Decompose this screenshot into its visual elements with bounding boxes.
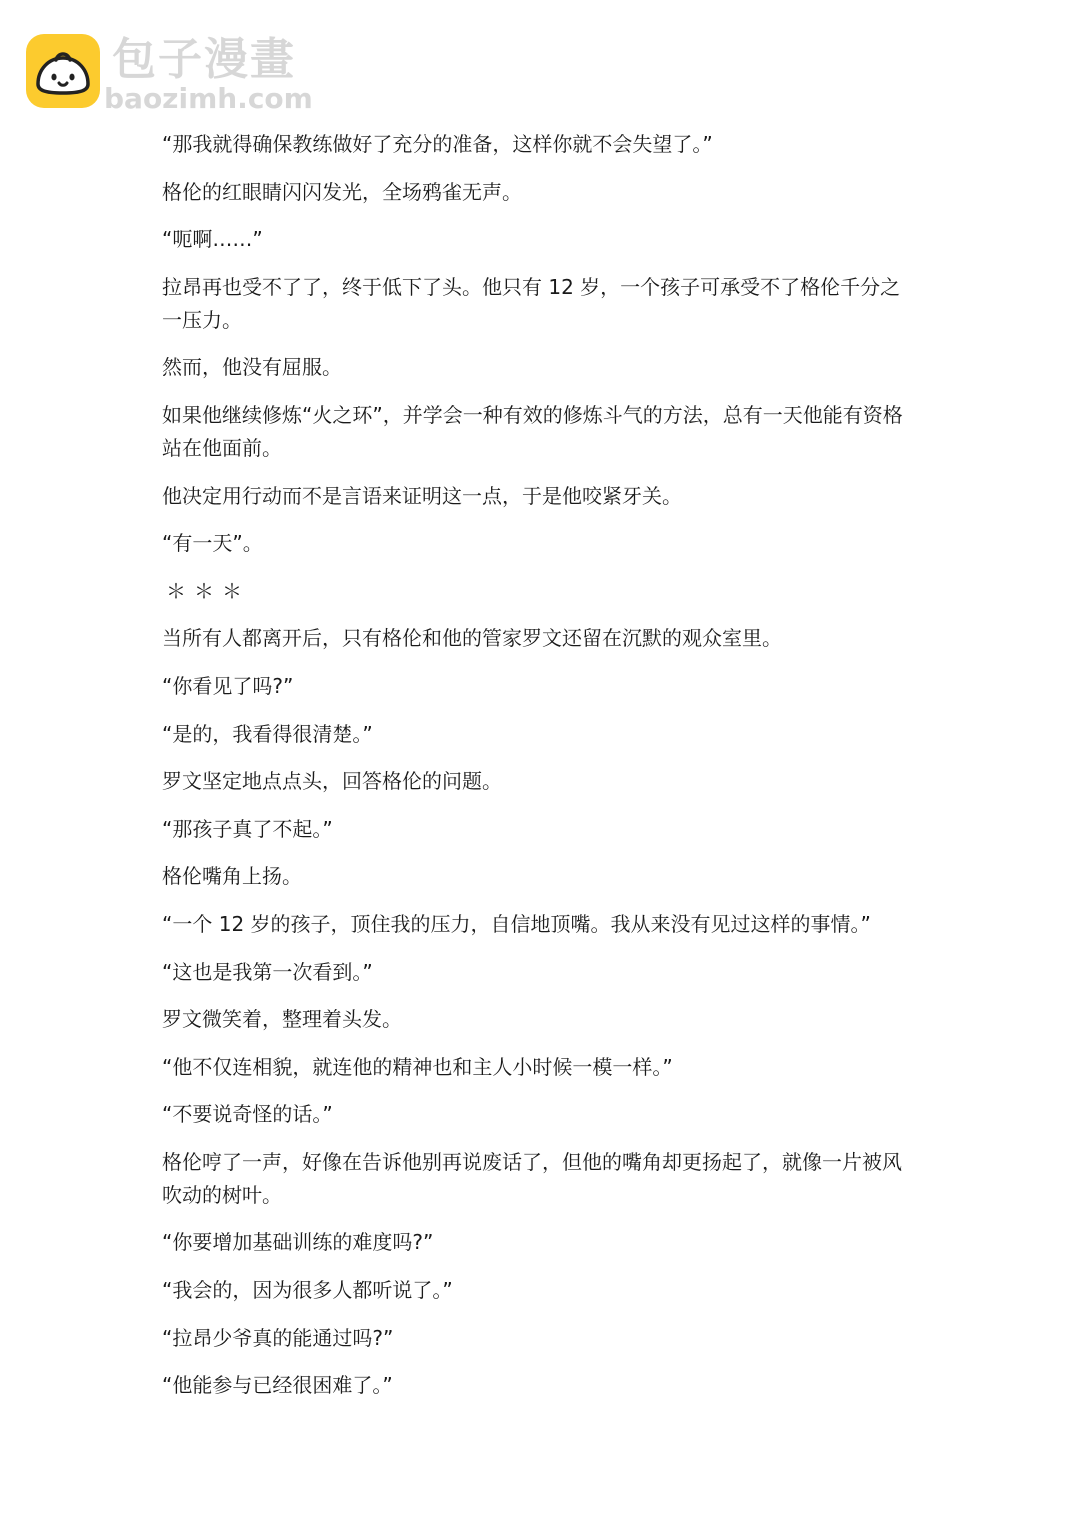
paragraph: 如果他继续修炼“火之环”，并学会一种有效的修炼斗气的方法，总有一天他能有资格站在他面前。 <box>162 402 903 460</box>
watermark-title: 包子漫畫 <box>112 34 296 85</box>
paragraph: 他决定用行动而不是言语来证明这一点，于是他咬紧牙关。 <box>162 483 682 508</box>
paragraph: “他能参与已经很困难了。” <box>162 1373 393 1398</box>
bun-mascot-icon <box>26 34 100 108</box>
paragraph: 格伦哼了一声，好像在告诉他别再说废话了，但他的嘴角却更扬起了，就像一片被风吹动的树叶。 <box>162 1149 902 1207</box>
paragraph: “有一天”。 <box>162 531 263 556</box>
paragraph: “呃啊……” <box>162 227 263 252</box>
paragraph: 格伦的红眼睛闪闪发光，全场鸦雀无声。 <box>162 179 522 204</box>
paragraph: “那孩子真了不起。” <box>162 816 333 841</box>
paragraph: “他不仅连相貌，就连他的精神也和主人小时候一模一样。” <box>162 1054 673 1079</box>
paragraph: “这也是我第一次看到。” <box>162 959 373 984</box>
paragraph: “拉昂少爷真的能通过吗?” <box>162 1325 394 1350</box>
paragraph: “不要说奇怪的话。” <box>162 1102 333 1127</box>
site-watermark <box>26 32 326 116</box>
paragraph: 然而，他没有屈服。 <box>162 355 342 380</box>
watermark-url: baozimh.com <box>104 82 313 115</box>
paragraph: 罗文坚定地点点头，回答格伦的问题。 <box>162 769 502 794</box>
paragraph: “是的，我看得很清楚。” <box>162 721 373 746</box>
chapter-text <box>162 128 914 1417</box>
paragraph: 当所有人都离开后，只有格伦和他的管家罗文还留在沉默的观众室里。 <box>162 626 782 651</box>
paragraph: “我会的，因为很多人都听说了。” <box>162 1278 453 1303</box>
paragraph: “你看见了吗?” <box>162 673 294 698</box>
paragraph: 拉昂再也受不了了，终于低下了头。他只有 12 岁，一个孩子可承受不了格伦千分之一压力。 <box>162 274 901 332</box>
paragraph: “一个 12 岁的孩子，顶住我的压力，自信地顶嘴。我从来没有见过这样的事情。” <box>162 911 871 936</box>
paragraph: “你要增加基础训练的难度吗?” <box>162 1230 434 1255</box>
paragraph: 罗文微笑着，整理着头发。 <box>162 1007 402 1032</box>
scene-separator: ＊＊＊ <box>166 578 250 603</box>
paragraph: 格伦嘴角上扬。 <box>162 864 302 889</box>
paragraph: “那我就得确保教练做好了充分的准备，这样你就不会失望了。” <box>162 132 713 156</box>
